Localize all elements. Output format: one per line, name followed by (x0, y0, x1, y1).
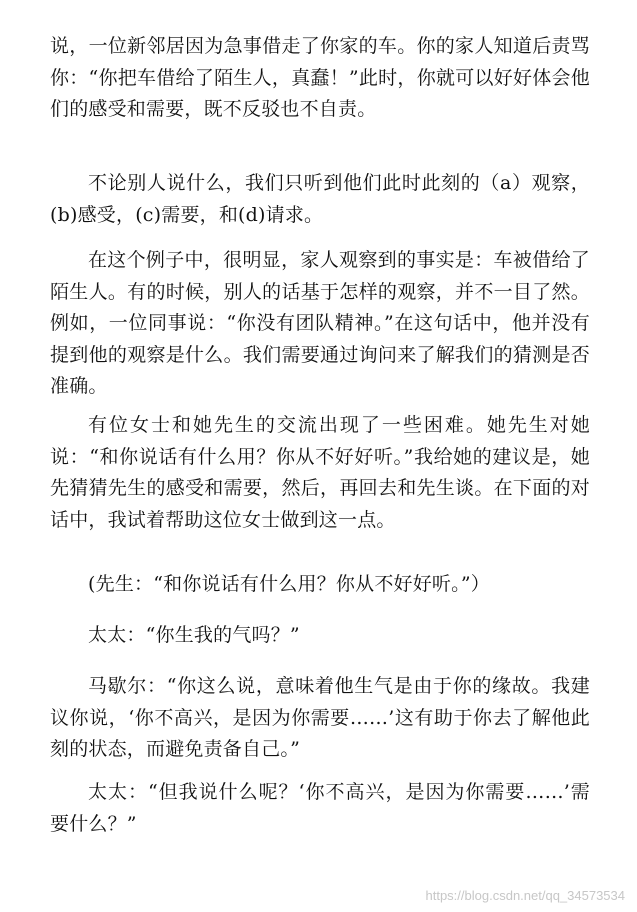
watermark: https://blog.csdn.net/qq_34573534 (425, 888, 625, 903)
paragraph-2: 不论别人说什么，我们只听到他们此时此刻的（a）观察，(b)感受，(c)需要，和(d)请求。 (50, 172, 590, 226)
paragraph-5: (先生：“和你说话有什么用？你从不好好听。”） (88, 573, 490, 595)
paragraph-7: 马歇尔：“你这么说，意味着他生气是由于你的缘故。我建议你说，‘你不高兴，是因为你需要……’这有助于你去了解他此刻的状态，而避免责备自己。” (50, 675, 590, 760)
paragraph-8: 太太：“但我说什么呢？‘你不高兴，是因为你需要……’需要什么？” (50, 781, 590, 835)
paragraph-6: 太太：“你生我的气吗？” (88, 624, 300, 646)
paragraph-4: 有位女士和她先生的交流出现了一些困难。她先生对她说：“和你说话有什么用？你从不好好听。”我给她的建议是，她先猜猜先生的感受和需要，然后，再回去和先生谈。在下面的对话中，我试着帮助这位女士做到这一点。 (50, 414, 590, 531)
paragraph-1: 说，一位新邻居因为急事借走了你家的车。你的家人知道后责骂你：“你把车借给了陌生人，真蠢！”此时，你就可以好好体会他们的感受和需要，既不反驳也不自责。 (50, 35, 590, 120)
paragraph-3: 在这个例子中，很明显，家人观察到的事实是：车被借给了陌生人。有的时候，别人的话基于怎样的观察，并不一目了然。例如，一位同事说：“你没有团队精神。”在这句话中，他并没有提到他的观察是什么。我们需要通过询问来了解我们的猜测是否准确。 (50, 249, 590, 397)
